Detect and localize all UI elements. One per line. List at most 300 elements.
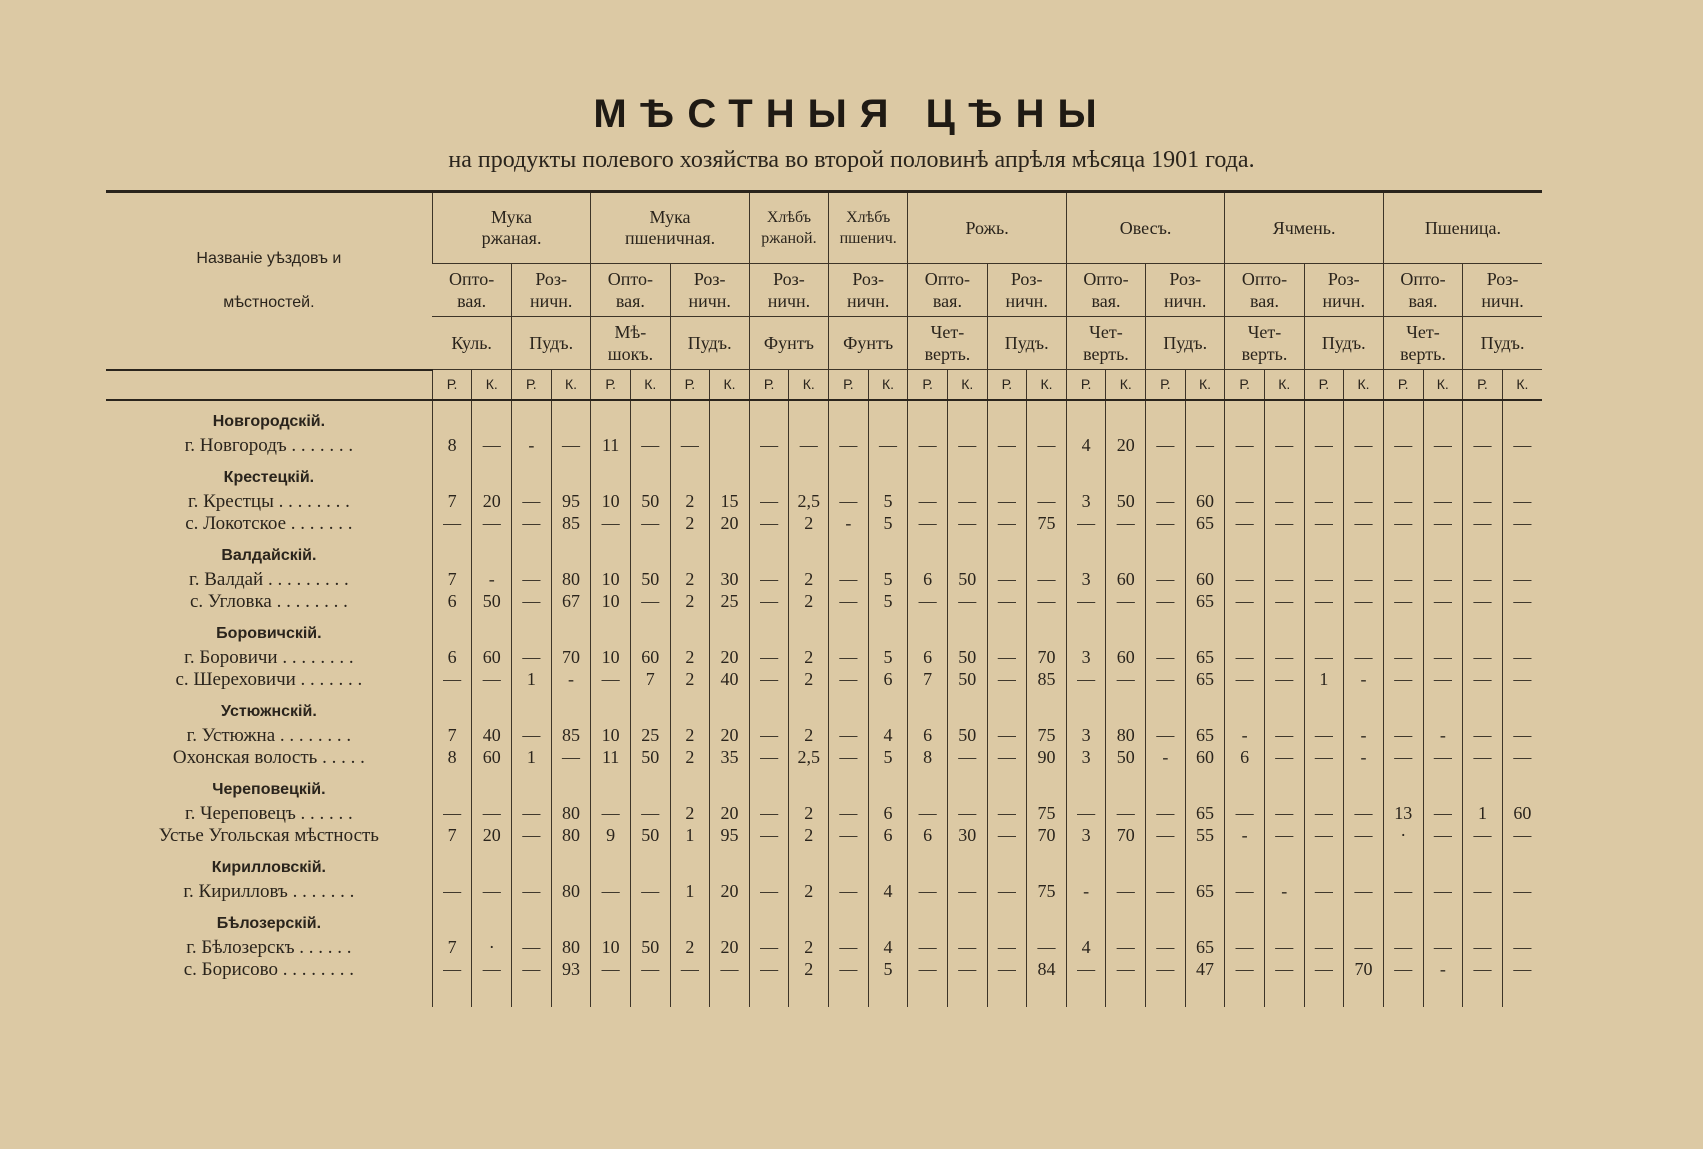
price-cell: —: [789, 435, 829, 457]
kopecks-header: К.: [1185, 370, 1225, 400]
place-name: с. Борисово . . . . . . . .: [183, 958, 355, 980]
price-cell: ·: [1383, 825, 1423, 847]
price-cell: —: [1344, 435, 1384, 457]
price-cell: 70: [1027, 825, 1067, 847]
price-cell: —: [630, 435, 670, 457]
empty-cell: [1383, 691, 1423, 725]
price-cell: 2: [670, 591, 710, 613]
empty-cell: [987, 847, 1027, 881]
price-cell: —: [749, 569, 789, 591]
empty-cell: [432, 457, 472, 491]
unit-header: Фунтъ: [749, 317, 828, 370]
empty-cell: [1225, 691, 1265, 725]
price-cell: —: [908, 937, 948, 959]
group-header: Ячмень.: [1225, 192, 1384, 264]
rubles-header: Р.: [1463, 370, 1503, 400]
price-cell: 50: [947, 669, 987, 691]
price-cell: 2,5: [789, 747, 829, 769]
price-cell: —: [987, 513, 1027, 535]
price-cell: —: [1264, 669, 1304, 691]
price-cell: —: [1463, 491, 1503, 513]
price-cell: —: [1502, 881, 1542, 903]
price-cell: —: [987, 647, 1027, 669]
group-header: Рожь.: [908, 192, 1067, 264]
empty-cell: [947, 691, 987, 725]
empty-cell: [987, 400, 1027, 435]
price-cell: —: [1423, 881, 1463, 903]
price-cell: 70: [1106, 825, 1146, 847]
empty-cell: [1264, 769, 1304, 803]
empty-cell: [1027, 903, 1067, 937]
empty-cell: [472, 691, 512, 725]
price-cell: 2: [789, 725, 829, 747]
price-cell: —: [1106, 937, 1146, 959]
empty-cell: [472, 457, 512, 491]
price-cell: 7: [432, 725, 472, 747]
empty-cell: [987, 769, 1027, 803]
price-cell: —: [1066, 591, 1106, 613]
price-cell: 3: [1066, 647, 1106, 669]
price-cell: —: [1225, 491, 1265, 513]
price-cell: 5: [868, 513, 908, 535]
rubles-header: Р.: [1304, 370, 1344, 400]
empty-cell: [1383, 613, 1423, 647]
empty-cell: [1344, 903, 1384, 937]
rubles-header: Р.: [1383, 370, 1423, 400]
price-cell: —: [1463, 725, 1503, 747]
price-cell: —: [1502, 825, 1542, 847]
price-cell: 4: [868, 937, 908, 959]
price-cell: —: [512, 647, 552, 669]
empty-cell: [829, 457, 869, 491]
group-header: Пшеница.: [1383, 192, 1542, 264]
price-cell: —: [1502, 959, 1542, 981]
price-cell: -: [1344, 725, 1384, 747]
price-cell: —: [1264, 591, 1304, 613]
price-cell: 6: [868, 803, 908, 825]
price-cell: —: [1066, 669, 1106, 691]
price-cell: 20: [710, 937, 750, 959]
table-row: [106, 435, 1542, 457]
price-cell: —: [908, 881, 948, 903]
kopecks-header: К.: [1027, 370, 1067, 400]
empty-cell: [591, 400, 631, 435]
price-cell: —: [1383, 669, 1423, 691]
empty-cell: [1225, 400, 1265, 435]
price-cell: —: [591, 959, 631, 981]
empty-cell: [1185, 535, 1225, 569]
price-cell: —: [1423, 569, 1463, 591]
price-cell: —: [1344, 591, 1384, 613]
price-cell: —: [829, 959, 869, 981]
empty-cell: [1027, 400, 1067, 435]
table-row: [106, 803, 1542, 825]
empty-cell: [749, 847, 789, 881]
unit-header: Чет- верть.: [1066, 317, 1145, 370]
price-cell: —: [1264, 569, 1304, 591]
empty-cell: [551, 903, 591, 937]
empty-cell: [987, 535, 1027, 569]
empty-cell: [987, 981, 1027, 1007]
price-cell: —: [1304, 959, 1344, 981]
empty-cell: [1146, 691, 1186, 725]
price-cell: —: [1066, 513, 1106, 535]
price-cell: —: [1264, 725, 1304, 747]
empty-cell: [1344, 769, 1384, 803]
price-cell: —: [472, 881, 512, 903]
empty-cell: [551, 535, 591, 569]
price-cell: —: [432, 959, 472, 981]
price-cell: —: [908, 513, 948, 535]
kopecks-header: К.: [472, 370, 512, 400]
price-cell: 2: [670, 725, 710, 747]
empty-cell: [829, 535, 869, 569]
empty-cell: [868, 981, 908, 1007]
price-cell: 5: [868, 959, 908, 981]
price-cell: —: [1423, 669, 1463, 691]
price-cell: —: [1106, 803, 1146, 825]
empty-cell: [789, 535, 829, 569]
price-cell: 60: [1185, 569, 1225, 591]
empty-cell: [1066, 847, 1106, 881]
empty-cell: [829, 981, 869, 1007]
price-cell: —: [1146, 881, 1186, 903]
price-cell: 60: [630, 647, 670, 669]
price-cell: 70: [1027, 647, 1067, 669]
empty-cell: [512, 981, 552, 1007]
sub-header: Опто- вая.: [908, 264, 987, 317]
price-cell: —: [1106, 959, 1146, 981]
price-cell: -: [1344, 669, 1384, 691]
price-cell: 2: [670, 937, 710, 959]
price-cell: 50: [947, 725, 987, 747]
rubles-header: Р.: [1225, 370, 1265, 400]
price-cell: —: [947, 881, 987, 903]
empty-cell: [1264, 847, 1304, 881]
empty-cell: [1463, 613, 1503, 647]
table-row: [106, 513, 1542, 535]
empty-cell: [947, 613, 987, 647]
price-cell: 5: [868, 647, 908, 669]
price-cell: —: [987, 669, 1027, 691]
empty-cell: [829, 400, 869, 435]
price-cell: 2: [789, 647, 829, 669]
price-cell: 20: [710, 513, 750, 535]
price-cell: 65: [1185, 513, 1225, 535]
empty-cell: [710, 613, 750, 647]
price-cell: —: [1225, 513, 1265, 535]
kopecks-header: К.: [1106, 370, 1146, 400]
price-cell: —: [1225, 803, 1265, 825]
empty-cell: [868, 847, 908, 881]
price-cell: —: [947, 513, 987, 535]
price-cell: —: [987, 937, 1027, 959]
empty-cell: [472, 903, 512, 937]
empty-cell: [947, 769, 987, 803]
empty-cell: [1066, 613, 1106, 647]
price-cell: —: [1383, 569, 1423, 591]
price-cell: 20: [710, 881, 750, 903]
price-cell: —: [987, 959, 1027, 981]
price-cell: 80: [551, 937, 591, 959]
price-cell: 2: [789, 669, 829, 691]
place-name: г. Крестцы . . . . . . . .: [187, 490, 350, 512]
empty-cell: [947, 981, 987, 1007]
price-cell: —: [512, 937, 552, 959]
empty-cell: [1304, 903, 1344, 937]
price-cell: —: [1383, 591, 1423, 613]
empty-cell: [591, 847, 631, 881]
empty-cell: [868, 613, 908, 647]
price-cell: —: [987, 491, 1027, 513]
empty-cell: [1463, 457, 1503, 491]
price-cell: —: [670, 959, 710, 981]
price-cell: —: [630, 591, 670, 613]
group-header: Мука ржаная.: [432, 192, 591, 264]
price-cell: 5: [868, 591, 908, 613]
price-cell: 6: [908, 825, 948, 847]
empty-cell: [1502, 769, 1542, 803]
unit-header: Пудъ.: [512, 317, 591, 370]
empty-cell: [1463, 400, 1503, 435]
price-cell: 65: [1185, 937, 1225, 959]
price-cell: —: [1304, 591, 1344, 613]
price-cell: —: [1502, 937, 1542, 959]
name-column-header: Названіе уѣздовъ и мѣстностей.: [106, 192, 432, 370]
price-cell: ·: [472, 937, 512, 959]
empty-cell: [710, 769, 750, 803]
empty-cell: [551, 847, 591, 881]
price-cell: —: [987, 747, 1027, 769]
price-cell: 3: [1066, 747, 1106, 769]
empty-cell: [1304, 981, 1344, 1007]
empty-cell: [1304, 613, 1344, 647]
price-cell: —: [1383, 491, 1423, 513]
empty-cell: [630, 769, 670, 803]
price-cell: 85: [1027, 669, 1067, 691]
price-cell: 30: [947, 825, 987, 847]
price-cell: —: [1146, 647, 1186, 669]
price-cell: —: [1502, 747, 1542, 769]
price-cell: —: [947, 491, 987, 513]
empty-cell: [987, 613, 1027, 647]
price-cell: 75: [1027, 725, 1067, 747]
price-cell: 6: [868, 825, 908, 847]
empty-cell: [710, 535, 750, 569]
price-cell: —: [829, 435, 869, 457]
price-cell: 6: [432, 591, 472, 613]
price-cell: 50: [947, 647, 987, 669]
price-cell: —: [1383, 725, 1423, 747]
kopecks-header: К.: [551, 370, 591, 400]
empty-cell: [829, 903, 869, 937]
price-cell: —: [1502, 591, 1542, 613]
empty-cell: [829, 691, 869, 725]
price-cell: —: [749, 591, 789, 613]
price-cell: —: [1463, 513, 1503, 535]
price-cell: 20: [472, 825, 512, 847]
rubles-header: Р.: [591, 370, 631, 400]
price-cell: —: [1463, 669, 1503, 691]
price-cell: 65: [1185, 725, 1225, 747]
price-cell: 20: [710, 647, 750, 669]
empty-cell: [947, 847, 987, 881]
price-cell: —: [1423, 435, 1463, 457]
empty-cell: [551, 769, 591, 803]
empty-cell: [591, 903, 631, 937]
empty-cell: [1066, 691, 1106, 725]
price-cell: 75: [1027, 513, 1067, 535]
empty-cell: [987, 691, 1027, 725]
price-cell: —: [1383, 513, 1423, 535]
empty-cell: [789, 691, 829, 725]
price-cell: —: [1463, 881, 1503, 903]
empty-cell: [1066, 535, 1106, 569]
price-cell: —: [512, 803, 552, 825]
price-cell: —: [1264, 435, 1304, 457]
group-header: Хлѣбъ пшенич.: [829, 192, 908, 264]
rubles-header: Р.: [987, 370, 1027, 400]
price-cell: 2: [789, 937, 829, 959]
price-cell: 10: [591, 647, 631, 669]
price-cell: —: [1304, 937, 1344, 959]
empty-cell: [1106, 769, 1146, 803]
price-cell: 60: [472, 747, 512, 769]
price-cell: —: [987, 591, 1027, 613]
price-cell: —: [1304, 491, 1344, 513]
price-cell: —: [1463, 591, 1503, 613]
empty-cell: [670, 400, 710, 435]
empty-cell: [1304, 400, 1344, 435]
empty-cell: [1225, 847, 1265, 881]
price-cell: —: [1146, 959, 1186, 981]
rubles-header: Р.: [512, 370, 552, 400]
price-cell: —: [1423, 937, 1463, 959]
empty-cell: [1423, 981, 1463, 1007]
place-name: с. Угловка . . . . . . . .: [189, 590, 348, 612]
price-cell: 40: [710, 669, 750, 691]
empty-cell: [908, 691, 948, 725]
price-cell: 7: [630, 669, 670, 691]
price-cell: —: [749, 937, 789, 959]
unit-header: Куль.: [432, 317, 511, 370]
empty-cell: [1185, 769, 1225, 803]
place-name: г. Новгородъ . . . . . . .: [184, 434, 354, 456]
price-cell: —: [1264, 747, 1304, 769]
empty-cell: [1185, 457, 1225, 491]
price-cell: -: [1066, 881, 1106, 903]
price-cell: —: [987, 825, 1027, 847]
price-cell: 50: [1106, 491, 1146, 513]
rubles-header: Р.: [908, 370, 948, 400]
empty-cell: [1146, 981, 1186, 1007]
empty-cell: [908, 903, 948, 937]
empty-cell: [749, 981, 789, 1007]
empty-cell: [1423, 691, 1463, 725]
price-cell: —: [1502, 513, 1542, 535]
price-cell: —: [1423, 803, 1463, 825]
price-cell: —: [829, 669, 869, 691]
price-cell: —: [591, 881, 631, 903]
price-cell: 60: [472, 647, 512, 669]
empty-cell: [512, 847, 552, 881]
empty-cell: [670, 691, 710, 725]
empty-cell: [670, 613, 710, 647]
empty-cell: [710, 847, 750, 881]
rubles-header: Р.: [670, 370, 710, 400]
empty-cell: [1264, 400, 1304, 435]
price-cell: 5: [868, 747, 908, 769]
empty-cell: [1304, 769, 1344, 803]
price-cell: —: [472, 435, 512, 457]
price-cell: —: [1463, 569, 1503, 591]
unit-header: Пудъ.: [1304, 317, 1383, 370]
empty-cell: [472, 847, 512, 881]
kopecks-header: К.: [1423, 370, 1463, 400]
empty-cell: [512, 400, 552, 435]
price-cell: -: [829, 513, 869, 535]
price-cell: —: [1502, 647, 1542, 669]
price-cell: 60: [1185, 747, 1225, 769]
sub-header: Опто- вая.: [432, 264, 511, 317]
price-cell: 2: [789, 959, 829, 981]
price-cell: 50: [630, 747, 670, 769]
empty-cell: [749, 903, 789, 937]
empty-cell: [1027, 981, 1067, 1007]
price-cell: 65: [1185, 647, 1225, 669]
empty-cell: [1225, 535, 1265, 569]
price-cell: —: [1106, 591, 1146, 613]
price-cell: —: [1225, 937, 1265, 959]
price-cell: —: [1502, 725, 1542, 747]
empty-cell: [1106, 613, 1146, 647]
price-cell: —: [512, 725, 552, 747]
empty-cell: [749, 613, 789, 647]
price-cell: —: [908, 491, 948, 513]
price-cell: —: [1264, 491, 1304, 513]
price-cell: —: [1146, 725, 1186, 747]
empty-cell: [1423, 903, 1463, 937]
empty-cell: [1383, 457, 1423, 491]
price-cell: 10: [591, 591, 631, 613]
price-cell: 80: [551, 825, 591, 847]
empty-cell: [1463, 535, 1503, 569]
price-cell: 13: [1383, 803, 1423, 825]
price-cell: 65: [1185, 669, 1225, 691]
kopecks-header: К.: [1502, 370, 1542, 400]
empty-cell: [472, 535, 512, 569]
price-cell: —: [829, 881, 869, 903]
sub-header: Роз- ничн.: [1463, 264, 1542, 317]
empty-cell: [749, 691, 789, 725]
price-table: [106, 190, 1542, 1007]
price-cell: —: [1225, 881, 1265, 903]
price-cell: 60: [1185, 491, 1225, 513]
price-cell: -: [1225, 725, 1265, 747]
price-cell: —: [987, 569, 1027, 591]
price-cell: 2: [789, 881, 829, 903]
price-cell: —: [472, 803, 512, 825]
price-cell: 3: [1066, 569, 1106, 591]
price-cell: —: [829, 747, 869, 769]
table-row: [106, 669, 1542, 691]
empty-cell: [670, 457, 710, 491]
price-cell: 4: [868, 881, 908, 903]
empty-cell: [789, 769, 829, 803]
empty-cell: [472, 981, 512, 1007]
empty-cell: [551, 400, 591, 435]
price-cell: —: [829, 491, 869, 513]
